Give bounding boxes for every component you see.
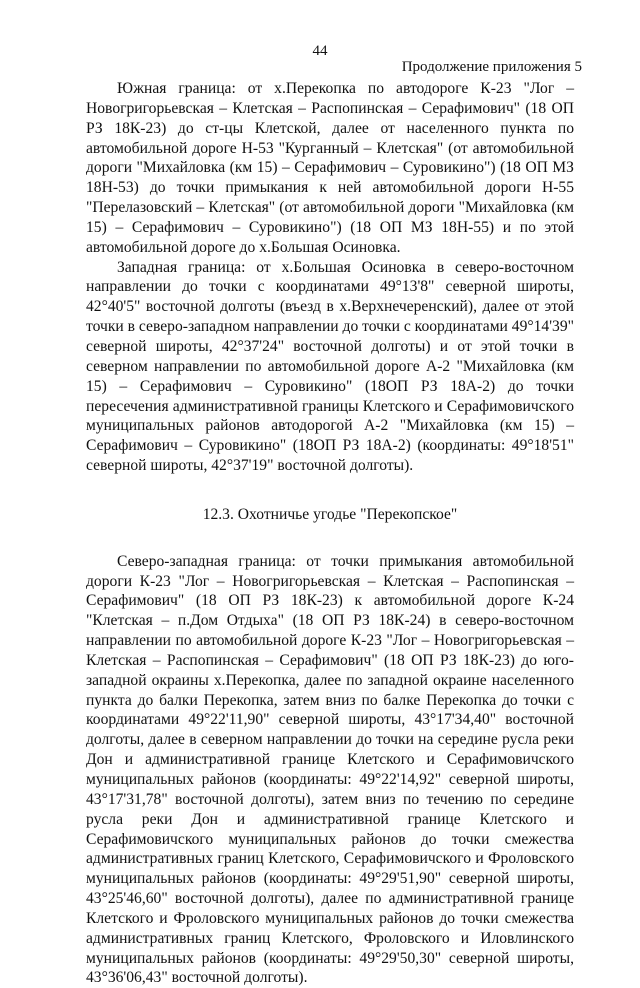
southern-border-paragraph: Южная граница: от х.Перекопка по автодороге К-23 "Лог – Новогригорьевская – Клетская – Распопинская – Серафимович" (18 ОП РЗ 18К-23) до ст-цы Клетской, далее от населенного пункта по автомобильной дороге Н-53 "Курганный – Клетская" (от автомобильной дороги "Михайловка (км 15) – Серафимович – Суровикино") (18 ОП МЗ 18Н-53) до точки примыкания к ней автомобильной дороги Н-55 "Перелазовский – Клетская" (от автомобильной дороги "Михайловка (км 15) – Серафимович – Суровикино") (18 ОП МЗ 18Н-55) и по этой автомобильной дороге до х.Большая Осиновка. xyxy=(86,80,574,256)
document-body xyxy=(86,79,574,988)
western-border-paragraph: Западная граница: от х.Большая Осиновка в северо-восточном направлении до точки с координатами 49°13'8" северной широты, 42°40'5" восточной долготы (въезд в х.Верхнечеренский), далее от этой точки в северо-западном направлении до точки с координатами 49°14'39" северной широты, 42°37'24" восточной долготы) и от этой точки в северном направлении по автомобильной дороге А-2 "Михайловка (км 15) – Серафимович – Суровикино" (18ОП РЗ 18А-2) до точки пересечения административной границы Клетского и Серафимовичского муниципальных районов автодорогой А-2 "Михайловка (км 15) – Серафимович – Суровикино" (18ОП РЗ 18А-2) (координаты: 49°18'51" северной широты, 42°37'19" восточной долготы). xyxy=(86,258,574,475)
page-number: 44 xyxy=(312,43,328,59)
appendix-continuation-label: Продолжение приложения 5 xyxy=(401,59,582,75)
northwest-border-paragraph: Северо-западная граница: от точки примыкания автомобильной дороги К-23 "Лог – Новогригорьевская – Клетская – Распопинская – Серафимович" (18 ОП РЗ 18К-23) к автомобильной дороге К-24 "Клетская – п.Дом Отдыха" (18 ОП РЗ 18К-24) в северо-восточном направлении по автомобильной дороге К-23 "Лог – Новогригорьевская – Клетская – Распопинская – Серафимович" (18 ОП РЗ 18К-23) до юго-западной окраины х.Перекопка, далее по западной окраине населенного пункта до балки Перекопка, затем вниз по балке Перекопка до точки с координатами 49°22'11,90" северной широты, 43°17'34,40" восточной долготы, далее в северном направлении до точки на середине русла реки Дон и административной границе Клетского и Серафимовичского муниципальных районов (координаты: 49°22'14,92" северной широты, 43°17'31,78" восточной долготы), затем вниз по течению по середине русла реки Дон и административной границе Клетского и Серафимовичского муниципальных районов до точки смежества административных границ Клетского, Серафимовичского и Фроловского муниципальных районов (координаты: 49°29'51,90" северной широты, 43°25'46,60" восточной долготы), далее по административной границе Клетского и Фроловского муниципальных районов до точки смежества административных границ Клетского, Фроловского и Иловлинского муниципальных районов (координаты: 49°29'50,30" северной широты, 43°36'06,43" восточной долготы). xyxy=(86,552,574,987)
section-title: 12.3. Охотничье угодье "Перекопское" xyxy=(202,505,458,523)
